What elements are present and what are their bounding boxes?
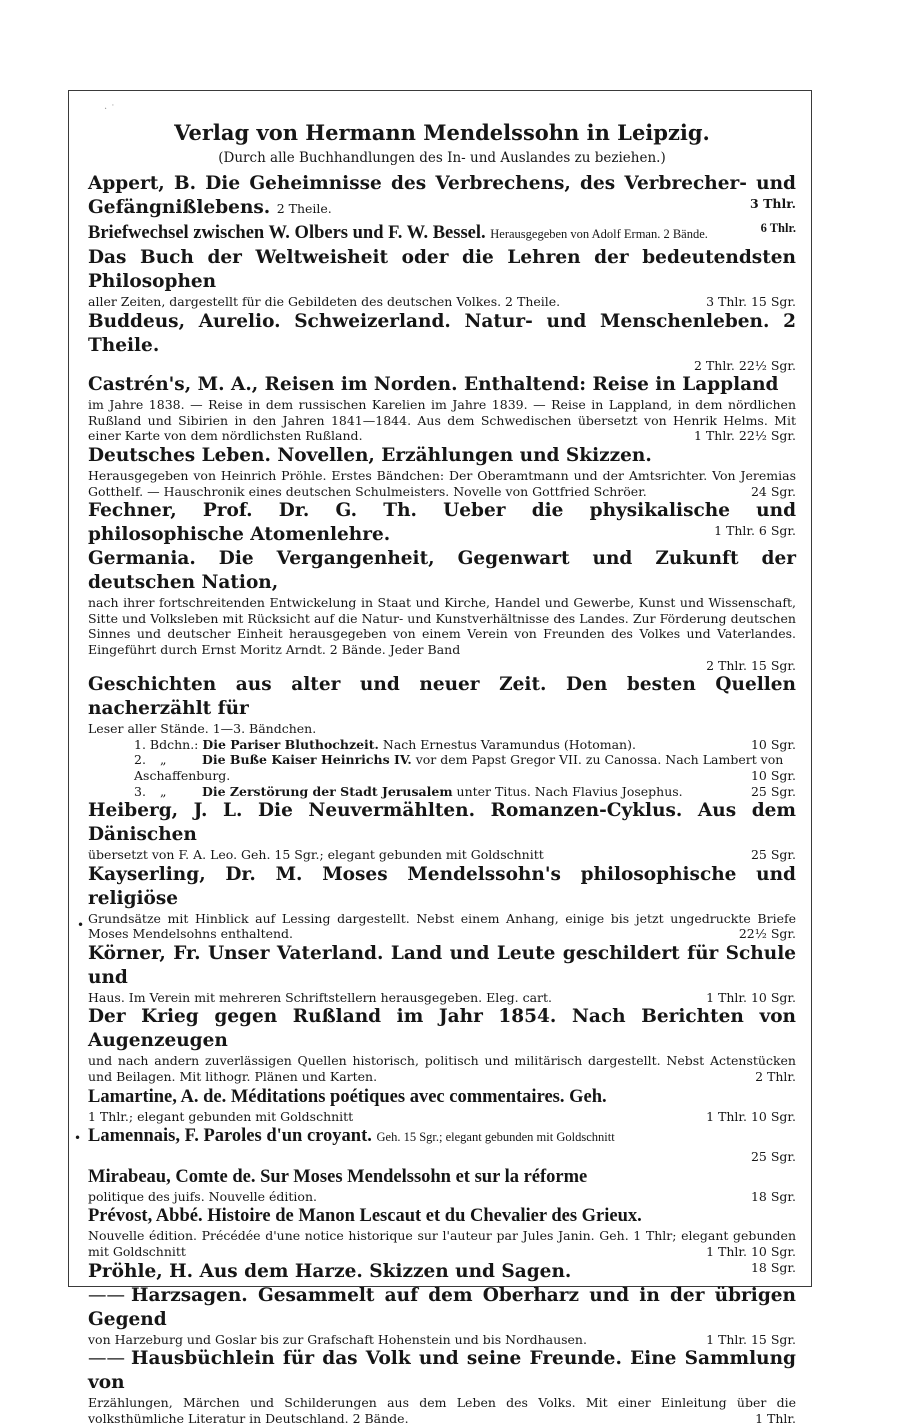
entry-price: 22½ Sgr. (738, 926, 796, 942)
entry-text: 1 Thlr. 10 Sgr. Haus. Im Verein mit mehreren Schriftstellern herausgegeben. Eleg. cart. (88, 989, 796, 1005)
catalog-entry-geschichten (88, 673, 796, 799)
entry-price: 2 Thlr. 22½ Sgr. (694, 357, 796, 373)
entry-text: Leser aller Stände. 1—3. Bändchen. (88, 721, 317, 737)
entry-heading: Deutsches Leben. Novellen, Erzählungen und Skizzen. (88, 444, 652, 466)
entry-heading: Germania. Die Vergangenheit, Gegenwart und Zukunft der deutschen Nation, (88, 548, 796, 594)
catalog-entry-fechner (88, 499, 796, 547)
publisher-title: Verlag von Hermann Mendelssohn in Leipzig. (174, 120, 710, 145)
volume-number: 2. (134, 752, 146, 768)
entry-heading: —— Hausbüchlein für das Volk und seine Freunde. Eine Sammlung von (88, 1348, 796, 1394)
entry-price: 25 Sgr. (750, 1149, 796, 1165)
catalog-entry-proehle-hausbuechlein (88, 1347, 796, 1426)
volume-list (134, 737, 796, 799)
entry-text: und nach andern zuverlässigen Quellen historisch, politisch und militärisch dargestellt. Nebst Actenstücken und Beilagen. Mit lithogr. Plänen und Karten. 2 Thlr. (88, 1053, 796, 1085)
entry-text: Grundsätze mit Hinblick auf Lessing dargestellt. Nebst einem Anhang, einige bis jetzt ungedruckte Briefe Moses Mendelsohns enthaltend. 22½ Sgr. (88, 910, 796, 942)
entry-price: 3 Thlr. (750, 196, 796, 211)
entry-price: 1 Thlr. 6 Sgr. (714, 523, 796, 539)
entry-heading: Körner, Fr. Unser Vaterland. Land und Leute geschildert für Schule und (88, 942, 796, 988)
margin-dot-mark: • (74, 1131, 82, 1145)
entry-heading: Briefwechsel zwischen W. Olbers und F. W. Bessel. Herausgegeben von Adolf Erman. 2 Bände. 6 Thlr. (88, 221, 796, 243)
entry-heading: Kayserling, Dr. M. Moses Mendelssohn's philosophische und religiöse (88, 863, 796, 909)
volume-item (134, 737, 796, 753)
entry-heading: Buddeus, Aurelio. Schweizerland. Natur- und Menschenleben. 2 Theile. (88, 310, 796, 356)
entry-text: 18 Sgr. politique des juifs. Nouvelle édition. (88, 1188, 796, 1204)
catalog-entry-proehle-harzsagen (88, 1284, 796, 1348)
catalog-entry-lamartine (88, 1085, 796, 1125)
entry-price: 3 Thlr. 15 Sgr. (706, 294, 796, 309)
catalog-entry-koerner (88, 942, 796, 1006)
entry-price: 1 Thlr. 10 Sgr. (706, 989, 796, 1005)
entry-text: 2 Theile. (276, 201, 332, 216)
entry-heading: Castrén's, M. A., Reisen im Norden. Enthaltend: Reise in Lappland (88, 374, 779, 396)
volume-price: 10 Sgr. (750, 767, 796, 783)
entry-price: 6 Thlr. (760, 221, 796, 235)
entry-text: 25 Sgr. übersetzt von F. A. Leo. Geh. 15 Sgr.; elegant gebunden mit Goldschnitt (88, 847, 796, 863)
volume-title: Die Zerstörung der Stadt Jerusalem (201, 783, 453, 799)
catalog-entry-lamennais (88, 1124, 796, 1165)
entry-price: 1 Thlr. 22½ Sgr. (694, 428, 796, 444)
entry-heading: Lamartine, A. de. Méditations poétiques avec commentaires. Geh. (88, 1086, 607, 1107)
entry-heading: Geschichten aus alter und neuer Zeit. Den besten Quellen nacherzählt für (88, 674, 796, 720)
catalog-entry-buch-der-weltweisheit (88, 246, 796, 310)
entry-text: nach ihrer fortschreitenden Entwickelung in Staat und Kirche, Handel und Gewerbe, Kunst und Wissenschaft, Sitte und Volksleben mit Rücksicht auf die Natur- und Kunstverhältnisse des Landes. Zur Förderung deutschen Sinnes und deutscher Einheit herausgegeben von einem Verein von Freunden des Volkes und Vaterlandes. Eingeführt durch Ernst Moritz Arndt. 2 Bände. Jeder Band (88, 595, 796, 657)
entry-heading: Mirabeau, Comte de. Sur Moses Mendelssohn et sur la réforme (88, 1166, 588, 1187)
entry-text: 1 Thlr. 10 Sgr. 1 Thlr.; elegant gebunden mit Goldschnitt (88, 1108, 796, 1124)
entry-text: im Jahre 1838. — Reise in dem russischen Karelien im Jahre 1839. — Reise in Lappland, in dem nördlichen Rußland und Sibirien in den Jahren 1841—1844. Aus dem Schwedischen übersetzt von Henrik Helms. Mit einer Karte von dem nördlichsten Rußland. 1 Thlr. 22½ Sgr. (88, 397, 796, 444)
volume-price: 10 Sgr. (750, 736, 796, 752)
catalog-entry-krieg-gegen-russland (88, 1005, 796, 1084)
entry-text: Nouvelle édition. Précédée d'une notice historique sur l'auteur par Jules Janin. Geh. 1 Thlr; elegant gebunden mit Goldschnitt 1 Thlr. 10 Sgr. (88, 1228, 796, 1260)
volume-item (134, 752, 796, 783)
volume-item (134, 784, 796, 800)
print-speck-decoration: · ˙ (104, 104, 116, 115)
volume-note: Nach Ernestus Varamundus (Hotoman). (382, 736, 636, 752)
ditto-mark: „ (160, 783, 167, 799)
entry-text: Erzählungen, Märchen und Schilderungen aus dem Leben des Volks. Mit einer Einleitung über die volksthümliche Literatur in Deutschland. 2 Bände. 1 Thlr. (88, 1395, 796, 1426)
catalog-entry-mirabeau (88, 1165, 796, 1205)
entry-text: Herausgegeben von Heinrich Pröhle. Erstes Bändchen: Der Oberamtmann und der Amtsrichter. Von Jeremias Gotthelf. — Hauschronik eines deutschen Schulmeisters. Novelle von Gottfried Schröer. 24 Sgr. (88, 467, 796, 499)
catalog-entry-deutsches-leben (88, 444, 796, 499)
entry-text: 3 Thlr. 15 Sgr. aller Zeiten, dargestellt für die Gebildeten des deutschen Volkes. 2 Theile. (88, 294, 796, 309)
ditto-mark: „ (160, 752, 167, 768)
catalog-entry-kayserling (88, 863, 796, 942)
catalog-entry-prevost (88, 1204, 796, 1259)
entry-text: Geh. 15 Sgr.; elegant gebunden mit Goldschnitt (376, 1130, 615, 1145)
volume-title: Die Pariser Bluthochzeit. (202, 736, 379, 752)
entry-heading: Der Krieg gegen Rußland im Jahr 1854. Nach Berichten von Augenzeugen (88, 1006, 796, 1052)
catalog-entry-proehle-harze (88, 1260, 796, 1284)
margin-dot-mark: • (77, 918, 85, 932)
catalog-entry-appert (88, 172, 796, 221)
entry-heading: Appert, B. Die Geheimnisse des Verbrechens, des Verbrecher- und Gefängnißlebens. 2 Theile. 3 Thlr. (88, 173, 796, 218)
entry-text: Herausgegeben von Adolf Erman. 2 Bände. (490, 227, 708, 241)
entry-price: 1 Thlr. 10 Sgr. (706, 1108, 796, 1124)
entry-price: 1 Thlr. (755, 1410, 796, 1426)
catalog-entry-germania (88, 547, 796, 673)
entry-heading: Prévost, Abbé. Histoire de Manon Lescaut et du Chevalier des Grieux. (88, 1206, 642, 1227)
entry-price: 18 Sgr. (750, 1259, 796, 1275)
publisher-catalog (88, 118, 796, 1426)
entry-price: 25 Sgr. (750, 847, 796, 863)
entry-price: 18 Sgr. (750, 1188, 796, 1204)
entry-price: 24 Sgr. (750, 483, 796, 499)
entry-heading: —— Harzsagen. Gesammelt auf dem Oberharz und in der übrigen Gegend (88, 1284, 796, 1330)
volume-number: 3. (134, 783, 146, 799)
catalog-entry-buddeus (88, 310, 796, 374)
publisher-subtitle: (Durch alle Buchhandlungen des In- und Auslandes zu beziehen.) (218, 150, 666, 166)
volume-title: Die Buße Kaiser Heinrichs IV. (201, 752, 412, 768)
entry-heading: Das Buch der Weltweisheit oder die Lehren der bedeutendsten Philosophen (88, 247, 796, 292)
entry-heading: Heiberg, J. L. Die Neuvermählten. Romanzen-Cyklus. Aus dem Dänischen (88, 800, 796, 846)
volume-note: unter Titus. Nach Flavius Josephus. (456, 783, 683, 799)
volume-note: vor dem Papst Gregor VII. zu Canossa. Nach Lambert von Aschaffenburg. (134, 752, 784, 783)
entry-price: 1 Thlr. 15 Sgr. (706, 1331, 796, 1347)
catalog-entry-briefwechsel (88, 221, 796, 246)
entry-price: 2 Thlr. (755, 1069, 796, 1085)
entry-heading: Lamennais, F. Paroles d'un croyant. Geh. 15 Sgr.; elegant gebunden mit Goldschnitt (88, 1126, 615, 1147)
ditto-dash: —— (88, 1348, 125, 1370)
volume-number: 1. Bdchn.: (134, 736, 199, 752)
ditto-dash: —— (88, 1284, 125, 1306)
volume-price: 25 Sgr. (750, 783, 796, 799)
entry-price: 2 Thlr. 15 Sgr. (706, 657, 796, 673)
catalog-entry-heiberg (88, 799, 796, 863)
entry-heading: Pröhle, H. Aus dem Harze. Skizzen und Sagen. 18 Sgr. (88, 1259, 796, 1282)
entry-heading: Fechner, Prof. Dr. G. Th. Ueber die physikalische und philosophische Atomenlehre. 1 Thlr. 6 Sgr. (88, 500, 796, 546)
entry-price: 1 Thlr. 10 Sgr. (706, 1244, 796, 1260)
entry-text: 1 Thlr. 15 Sgr. von Harzeburg und Goslar bis zur Grafschaft Hohenstein und bis Nordhausen. (88, 1331, 796, 1347)
catalog-entry-castren (88, 373, 796, 444)
